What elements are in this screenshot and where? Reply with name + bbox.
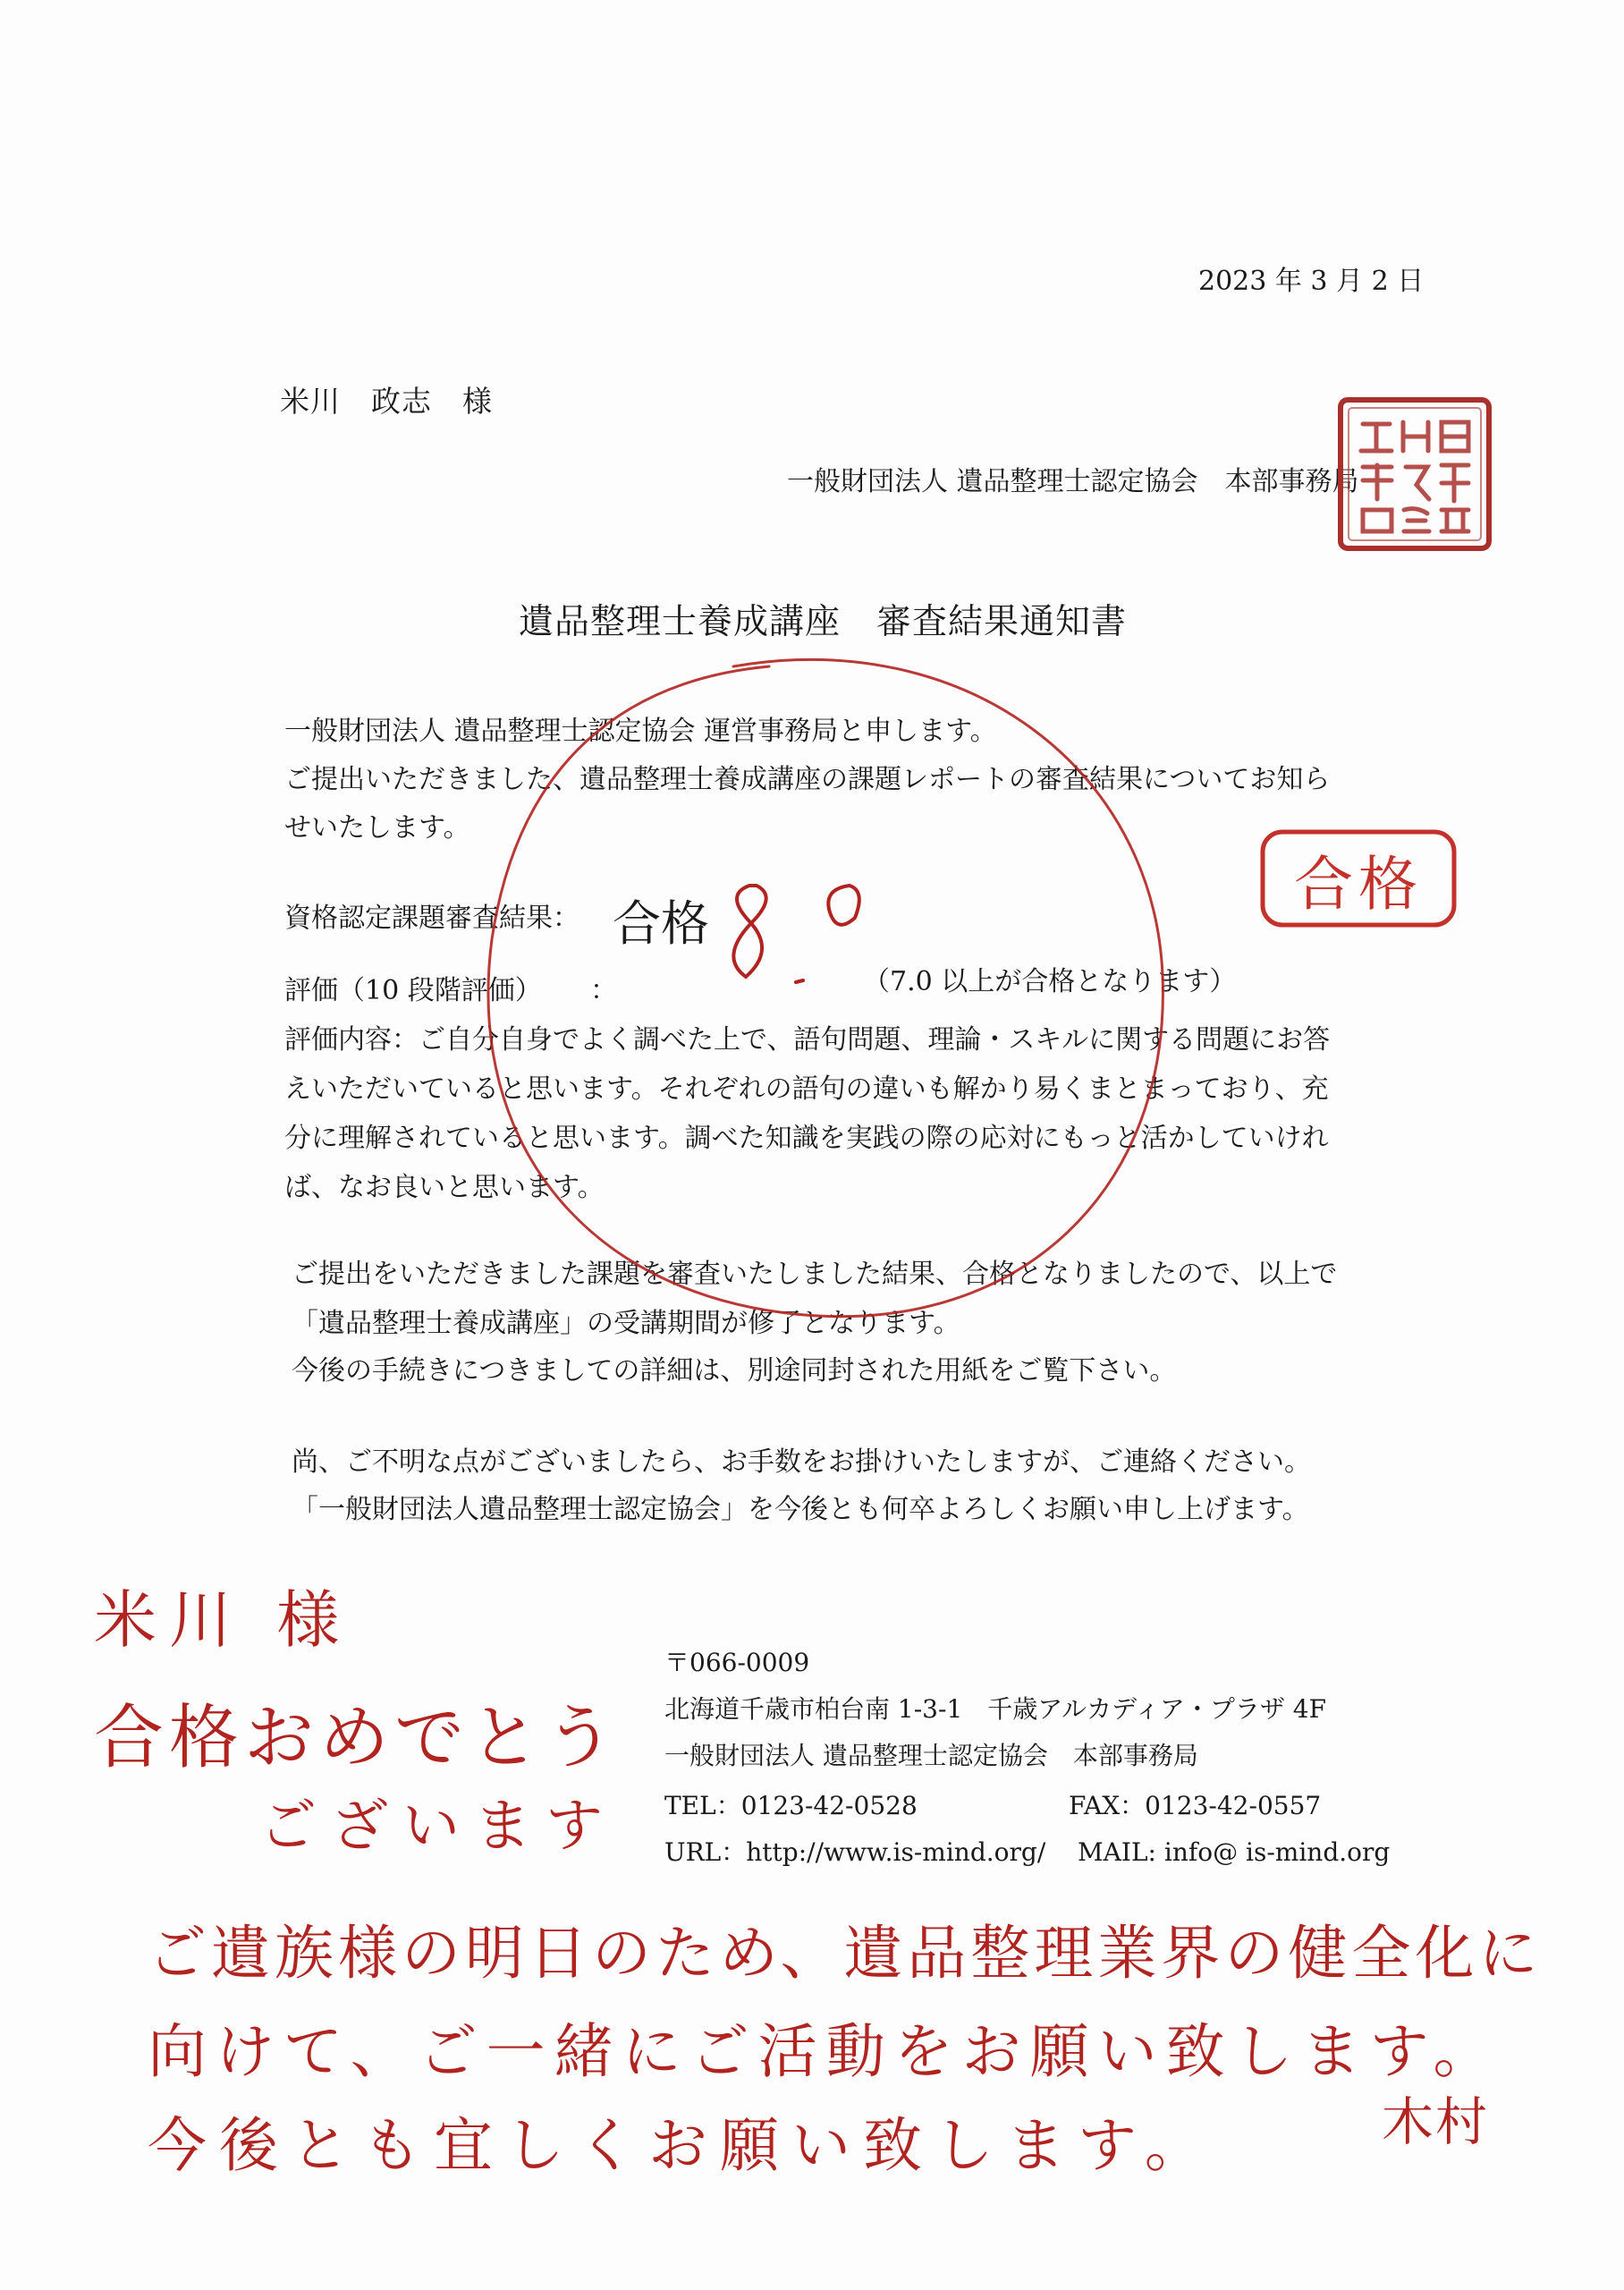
- handwritten-congrats-continued: ございます: [259, 1794, 617, 1860]
- postal-code: 〒066-0009: [664, 1648, 810, 1677]
- evaluation-colon: ：: [590, 975, 617, 1006]
- official-seal-stamp: [1336, 395, 1493, 553]
- handwritten-message-line: ご遺族様の明日のため、遺品整理業界の健全化に: [148, 1919, 1543, 1988]
- closing-line: 尚、ご不明な点がございましたら、お手数をお掛けいたしますが、ご連絡ください。: [292, 1446, 1311, 1478]
- intro-line: 一般財団法人 遺品整理士認定協会 運営事務局と申します。: [284, 716, 997, 747]
- completion-line: ご提出をいただきました課題を審査いたしました結果、合格となりましたので、以上で: [292, 1259, 1338, 1290]
- closing-line: 「一般財団法人遺品整理士認定協会」を今後とも何卒よろしくお願い申し上げます。: [292, 1494, 1309, 1525]
- handwritten-score: [715, 868, 876, 1011]
- evaluation-note: （7.0 以上が合格となります）: [863, 966, 1237, 997]
- address: 北海道千歳市柏台南 1-3-1 千歳アルカディア・プラザ 4F: [664, 1694, 1327, 1724]
- evaluation-content-line: ば、なお良いと思います。: [284, 1172, 605, 1203]
- result-value: 合格: [613, 895, 709, 952]
- evaluation-label: 評価（10 段階評価）: [284, 975, 542, 1006]
- issue-date: 2023 年 3 月 2 日: [1198, 266, 1425, 297]
- pass-stamp-text: 合格: [1294, 849, 1423, 919]
- website-url: URL：http://www.is-mind.org/: [664, 1837, 1046, 1867]
- handwritten-congrats: 合格おめでとう: [94, 1698, 621, 1778]
- contact-organization: 一般財団法人 遺品整理士認定協会 本部事務局: [664, 1741, 1198, 1770]
- recipient-name: 米川 政志 様: [280, 384, 493, 419]
- pass-stamp: [1259, 828, 1458, 929]
- completion-line: 「遺品整理士養成講座」の受講期間が修了となります。: [292, 1308, 960, 1339]
- score-scrawl-drawing: [715, 868, 876, 1011]
- sender-organization: 一般財団法人 遺品整理士認定協会 本部事務局: [787, 466, 1359, 497]
- evaluation-content-line: 評価内容：ご自分自身でよく調べた上で、語句問題、理論・スキルに関する問題にお答: [284, 1024, 1331, 1056]
- telephone: TEL：0123-42-0528: [664, 1791, 918, 1820]
- document-title: 遺品整理士養成講座 審査結果通知書: [519, 602, 1128, 642]
- intro-line: ご提出いただきました、遺品整理士養成講座の課題レポートの審査結果についてお知ら: [284, 764, 1331, 795]
- fax: FAX：0123-42-0557: [1069, 1791, 1322, 1820]
- handwritten-message-line: 今後とも宜しくお願い致します。: [148, 2111, 1216, 2180]
- evaluation-content-line: えいただいていると思います。それぞれの語句の違いも解かり易くまとまっており、充: [284, 1073, 1329, 1105]
- intro-line: せいたします。: [284, 812, 470, 844]
- email-address: MAIL: info@ is-mind.org: [1078, 1837, 1391, 1867]
- handwritten-signature: 木村: [1382, 2091, 1490, 2152]
- completion-line: 今後の手続きにつきましての詳細は、別途同封された用紙をご覧下さい。: [292, 1355, 1177, 1387]
- evaluation-content-line: 分に理解されていると思います。調べた知識を実践の際の応対にもっと活かしていけれ: [284, 1123, 1329, 1154]
- handwritten-name: 米川 様: [94, 1583, 352, 1657]
- result-label: 資格認定課題審査結果：: [284, 903, 579, 934]
- handwritten-message-line: 向けて、ご一緒にご活動をお願い致します。: [148, 2017, 1501, 2086]
